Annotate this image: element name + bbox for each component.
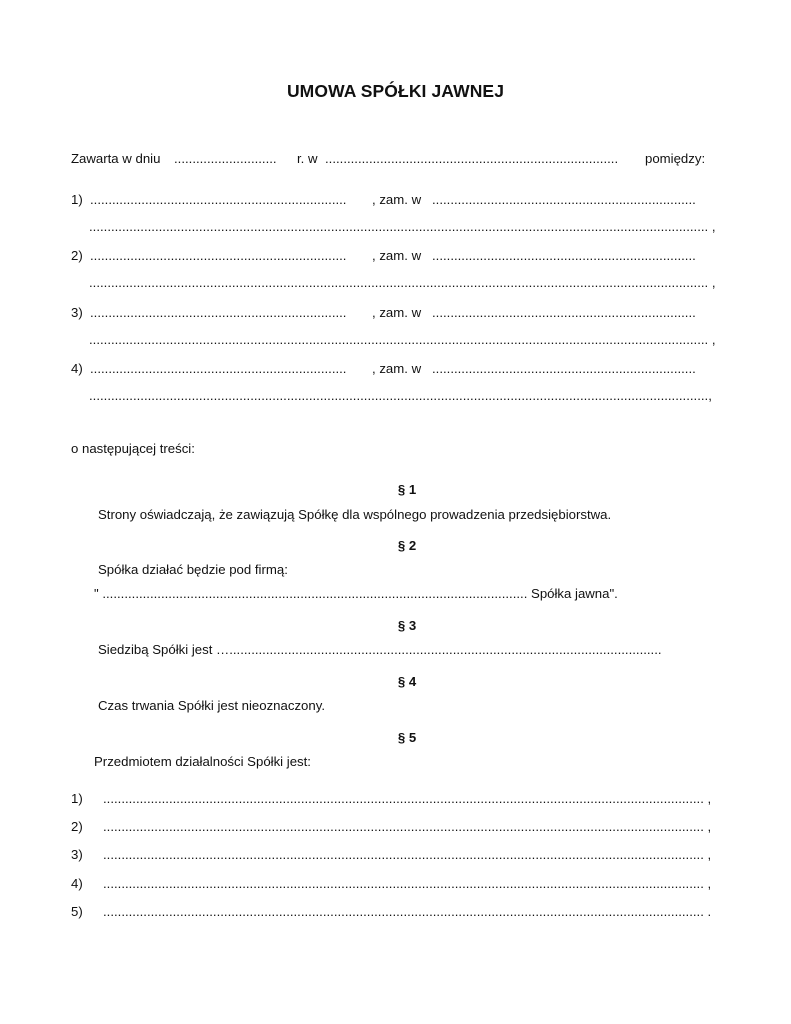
- party-name-dots: ......................................................................: [90, 248, 347, 263]
- party-address-dots: ........................................................................: [432, 361, 696, 376]
- intro-r-w: r. w: [297, 151, 318, 166]
- party-zam-label: , zam. w: [372, 248, 422, 263]
- section-heading-1: § 1: [397, 482, 417, 497]
- firm-name-line: " .................................................................................................................... Spółka jawna".: [94, 586, 618, 601]
- party-address-dots: ........................................................................: [432, 192, 696, 207]
- party-zam-label: , zam. w: [372, 361, 422, 376]
- party-number: 1): [71, 192, 83, 207]
- activity-item-number: 5): [71, 904, 83, 919]
- intro-between: pomiędzy:: [645, 151, 706, 166]
- party-zam-label: , zam. w: [372, 305, 422, 320]
- section-heading-2: § 2: [397, 538, 417, 553]
- section-heading-4: § 4: [397, 674, 417, 689]
- activity-item-number: 1): [71, 791, 83, 806]
- party-address-dots: ........................................................................: [432, 305, 696, 320]
- party-name-dots: ......................................................................: [90, 192, 347, 207]
- activity-item-dots: .................................................................................................................................................................... ,: [103, 791, 712, 806]
- intro-place-dots: ................................................................................: [325, 151, 619, 166]
- intro-date-dots: ............................: [174, 151, 277, 166]
- party-number: 4): [71, 361, 83, 376]
- intro-label: Zawarta w dniu: [71, 151, 161, 166]
- party-number: 3): [71, 305, 83, 320]
- section-heading-3: § 3: [397, 618, 417, 633]
- section-text-1: Strony oświadczają, że zawiązują Spółkę dla wspólnego prowadzenia przedsiębiorstwa.: [98, 507, 612, 522]
- section-text-5: Przedmiotem działalności Spółki jest:: [94, 754, 311, 769]
- activity-item-number: 2): [71, 819, 83, 834]
- party-second-line: ......................................................................................................................................................................... ,: [89, 275, 716, 290]
- party-second-line: .........................................................................................................................................................................,: [89, 388, 712, 403]
- activity-item-dots: .................................................................................................................................................................... ,: [103, 876, 712, 891]
- activity-item-dots: .................................................................................................................................................................... ,: [103, 819, 712, 834]
- party-name-dots: ......................................................................: [90, 361, 347, 376]
- document-title: UMOWA SPÓŁKI JAWNEJ: [286, 81, 505, 101]
- party-number: 2): [71, 248, 83, 263]
- party-name-dots: ......................................................................: [90, 305, 347, 320]
- activity-item-number: 3): [71, 847, 83, 862]
- party-address-dots: ........................................................................: [432, 248, 696, 263]
- party-second-line: ......................................................................................................................................................................... ,: [89, 332, 716, 347]
- content-intro: o następującej treści:: [71, 441, 195, 456]
- party-second-line: ......................................................................................................................................................................... ,: [89, 219, 716, 234]
- activity-item-dots: .................................................................................................................................................................... .: [103, 904, 712, 919]
- section-text-4: Czas trwania Spółki jest nieoznaczony.: [98, 698, 325, 713]
- activity-item-number: 4): [71, 876, 83, 891]
- section-text-2: Spółka działać będzie pod firmą:: [98, 562, 288, 577]
- party-zam-label: , zam. w: [372, 192, 422, 207]
- activity-item-dots: .................................................................................................................................................................... ,: [103, 847, 712, 862]
- section-heading-5: § 5: [397, 730, 417, 745]
- section-text-3: Siedzibą Spółki jest …......................................................................................................................: [98, 642, 662, 657]
